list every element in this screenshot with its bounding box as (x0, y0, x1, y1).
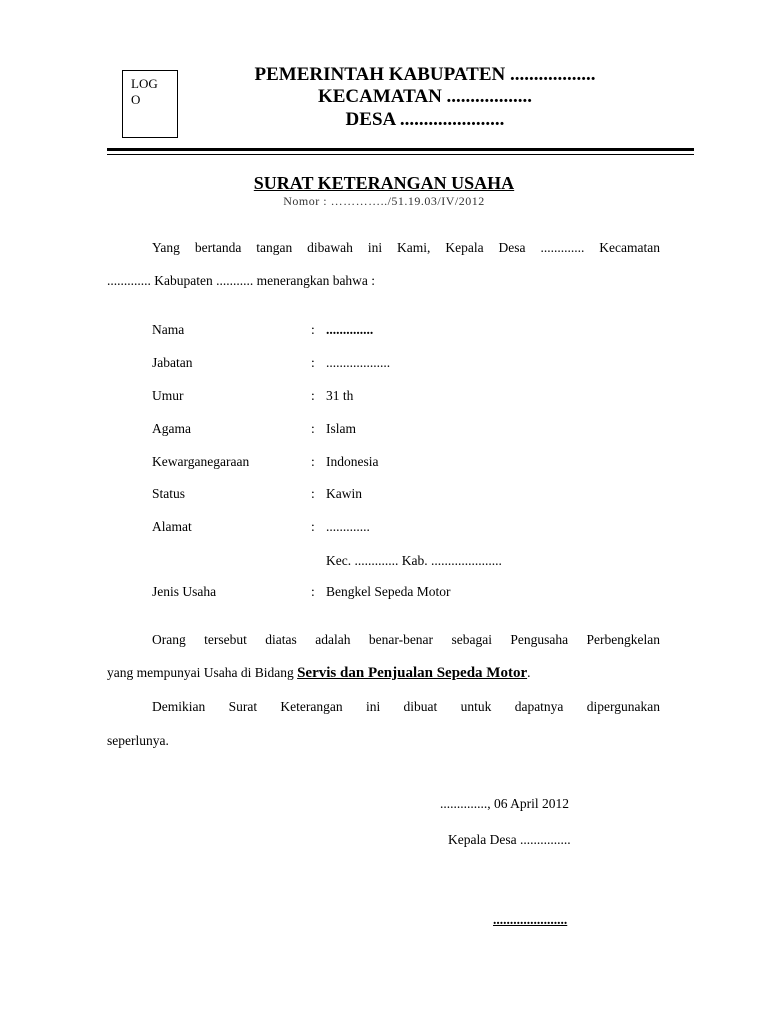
field-value-alamat-kec-kab: Kec. ............. Kab. ..................... (326, 553, 502, 568)
header-regency: PEMERINTAH KABUPATEN .................. (254, 64, 596, 85)
field-colon: : (311, 355, 315, 370)
field-label-status: Status (152, 486, 186, 501)
field-colon: : (311, 454, 315, 469)
header-divider-thick (107, 148, 694, 151)
field-value-nama: .............. (326, 322, 374, 337)
logo-text-line1: LOG (131, 76, 158, 91)
business-field: Servis dan Penjualan Sepeda Motor (297, 665, 528, 681)
field-colon: : (311, 519, 315, 534)
header-divider-thin (107, 154, 694, 155)
field-label-umur: Umur (152, 388, 184, 403)
intro-line-2: ............. Kabupaten ........... menerangkan bahwa : (107, 273, 376, 288)
field-label-alamat: Alamat (152, 519, 192, 534)
closing-line-1: Demikian Surat Keterangan ini dibuat untuk dapatnya dipergunakan (152, 699, 660, 714)
closing-line-2: seperlunya. (107, 733, 169, 748)
field-label-jabatan: Jabatan (152, 355, 193, 370)
field-colon: : (311, 388, 315, 403)
field-value-agama: Islam (326, 421, 356, 436)
logo-text-line2: O (131, 92, 141, 107)
intro-line-1: Yang bertanda tangan dibawah ini Kami, Kepala Desa ............. Kecamatan (152, 240, 660, 255)
field-value-status: Kawin (326, 486, 362, 501)
statement-line-2-text: yang mempunyai Usaha di Bidang (107, 665, 298, 680)
field-label-kewarganegaraan: Kewarganegaraan (152, 454, 250, 469)
signature-date: .............., 06 April 2012 (440, 796, 570, 811)
signature-position: Kepala Desa ............... (448, 832, 571, 847)
field-value-kewarganegaraan: Indonesia (326, 454, 379, 469)
field-value-jenis-usaha: Bengkel Sepeda Motor (326, 584, 451, 599)
field-colon: : (311, 486, 315, 501)
logo-placeholder (122, 70, 178, 138)
signature-name: ...................... (493, 912, 568, 927)
field-colon: : (311, 584, 315, 599)
header-village: DESA ...................... (345, 109, 505, 130)
header-district: KECAMATAN .................. (317, 86, 533, 107)
statement-line-1: Orang tersebut diatas adalah benar-benar sebagai Pengusaha Perbengkelan (152, 632, 660, 647)
field-colon: : (311, 421, 315, 436)
statement-line-2 (107, 665, 530, 682)
document-title: SURAT KETERANGAN USAHA (253, 173, 515, 193)
field-value-jabatan: ................... (326, 355, 391, 370)
field-value-umur: 31 th (326, 388, 354, 403)
field-label-jenis-usaha: Jenis Usaha (152, 584, 217, 599)
field-label-nama: Nama (152, 322, 185, 337)
statement-line-2-end: . (527, 665, 531, 680)
field-value-alamat: ............. (326, 519, 370, 534)
field-colon: : (311, 322, 315, 337)
field-label-agama: Agama (152, 421, 191, 436)
document-number: Nomor : …………../51.19.03/IV/2012 (283, 194, 485, 208)
